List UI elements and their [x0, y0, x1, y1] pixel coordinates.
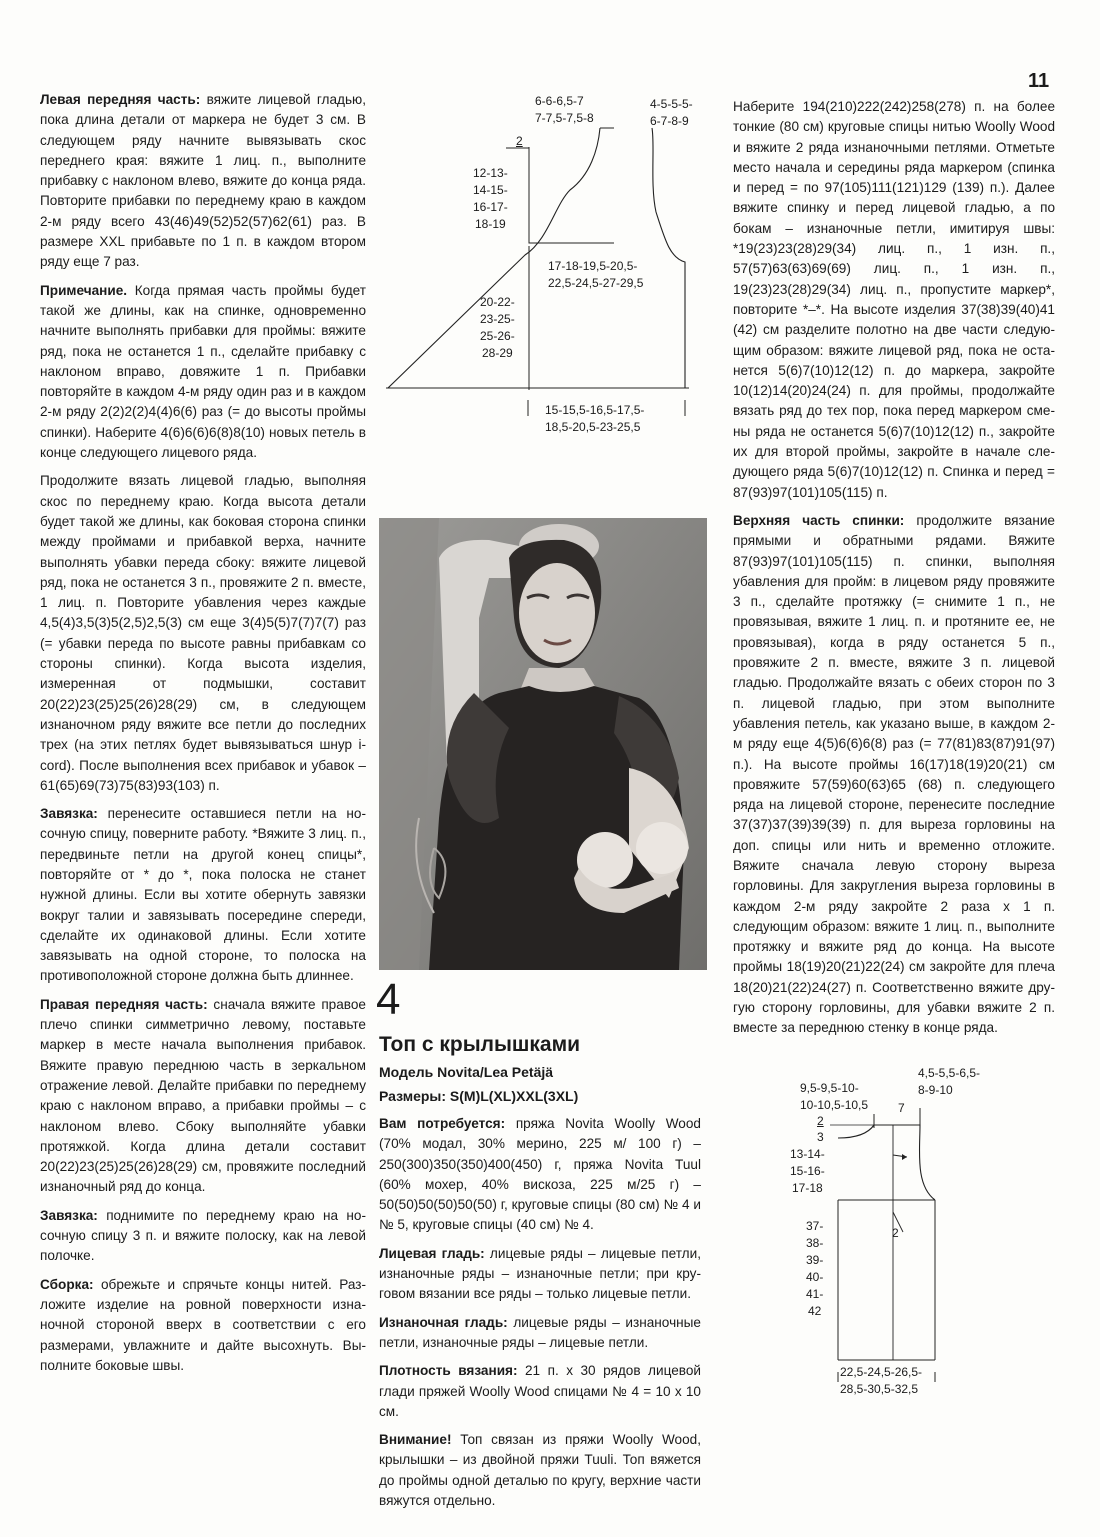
paragraph-heading: Завязка: [40, 1207, 98, 1223]
left-column-paragraph [40, 1206, 366, 1267]
front-piece-outline [380, 90, 710, 440]
left-column-paragraph [40, 471, 366, 796]
back-left-lower-label: 37- 38- 39- 40- 41- 42 [806, 1219, 824, 1318]
paragraph-body: Наберите 194(210)222(242)258(278) п. на более тонкие (80 см) круговые спицы нитью Woolly Wood и вяжите 2 ряда изнаночными петлями. Отметьте место начала и середины ряда маркером (спинка и перед = по 97(105)111(121)129 (139) п.). Далее вяжите спинку и перед лицевой гладью, а по бокам – изнаночные петли, имитируя швы: *19(23)23(28)29(34) лиц. п., 1 изн. п., 57(57)63(63)69(69) лиц. п., 1 изн. п., 19(23)23(28)29(34) лиц. п., пропустите маркер*, повторите *–*. На высоте изделия 37(38)39(40)41 (42) см разделите полотно на две части следующим образом: вяжите лицевой ряд, пока не останется 5(6)7(10)12(12) п. до маркера, закройте 10(12)14(20)24(24) п. для проймы, продолжайте вязать ряд до тех пор, пока перед маркером смены ряда не останется 5(6)7(10)12(12) п., закройте их для второй проймы, закройте в начале следующего ряда 5(6)7(10)12(12) п. Спинка и перед = 87(93)97(101)105(115) п. [733, 99, 1055, 500]
back-top-left-label: 9,5-9,5-10- 10-10,5-10,5 [800, 1081, 869, 1112]
back-two-b-label: 2 [892, 1226, 899, 1240]
back-left-upper-label: 13-14- 15-16- 17-18 [790, 1147, 825, 1195]
left-column-paragraph [40, 90, 366, 273]
page-number: 11 [1028, 70, 1050, 92]
back-seven-label: 7 [898, 1101, 905, 1115]
middle-column-paragraph [379, 1361, 701, 1422]
paragraph-body: поднимите по переднему краю на носочную спицу 3 п. и вяжите полоску, как на левой полочке. [40, 1207, 366, 1264]
paragraph-heading: Примечание. [40, 282, 128, 298]
model-photo-illustration [379, 518, 707, 970]
paragraph-heading: Лицевая гладь: [379, 1245, 485, 1261]
right-column-paragraph [733, 97, 1055, 503]
paragraph-body: Когда прямая часть проймы будет такой же длины, как на спинке, одновременно начните выполнять прибавки для проймы: вяжите ряд, пока не останется 1 п., сделайте прибавку с наклоном вправо, довяжите 1 п. Прибавки повторяйте в каждом 4-м ряду один раз и в каждом 2-м ряду 2(2)2(2)4(4)6(6) раз (= до высоты проймы спинки). Наберите 4(6)6(6)6(8)8(10) новых петель в конце следующего лицевого ряда. [40, 282, 366, 461]
middle-column-paragraph [379, 1313, 701, 1354]
front-left-upper-label: 12-13- 14-15- 16-17- 18-19 [473, 166, 508, 231]
paragraph-body: 21 п. х 30 рядов лицевой глади пряжей Woolly Wood спицами № 4 = 10 х 10 см. [379, 1363, 701, 1419]
middle-column-paragraph [379, 1114, 701, 1236]
front-left-lower-label: 20-22- 23-25- 25-26- 28-29 [480, 295, 515, 360]
front-marker-label: 2 [516, 134, 523, 148]
middle-column-paragraph [379, 1430, 701, 1511]
front-top-right-label: 4-5-5-5- 6-7-8-9 [650, 97, 693, 128]
paragraph-heading: Изнаночная гладь: [379, 1314, 508, 1330]
back-piece-schematic [770, 1060, 1010, 1396]
paragraph-heading: Плотность вязания: [379, 1363, 518, 1379]
paragraph-body: обрежьте и спрячьте концы нитей. Разложите изделие на ровной поверхности изнаночной стороной вверх в соответствии с его размерами, увлажните и дайте высохнуть. Выполните боковые швы. [40, 1276, 366, 1373]
front-bottom-label: 15-15,5-16,5-17,5- 18,5-20,5-23-25,5 [545, 403, 645, 434]
pattern-title: Топ с крылышками [379, 1033, 581, 1056]
paragraph-heading: Левая передняя часть: [40, 92, 201, 107]
paragraph-heading: Вам потребуется: [379, 1116, 506, 1131]
pattern-sizes: Размеры: S(M)L(XL)XXL(3XL) [379, 1088, 579, 1104]
paragraph-body: лицевые ряды – лицевые петли, изнаночные ряды – изнаночные петли; при круговом вязании все ряды – только лицевые петли. [379, 1245, 701, 1302]
right-column-paragraph [733, 511, 1055, 1039]
left-column-paragraph [40, 995, 366, 1198]
back-bottom-label: 22,5-24,5-26,5- 28,5-30,5-32,5 [840, 1365, 923, 1396]
paragraph-heading: Внимание! [379, 1432, 452, 1448]
front-piece-schematic [380, 90, 710, 440]
paragraph-body: сначала вяжите правое плечо спинки симметрично левому, поставьте маркер в месте начала выполнения прибавок. Вяжите правую переднюю часть в зеркальном отражение левой. Делайте прибавки по переднему краю с наклоном вправо, а прибавки проймы – с наклоном влево. Сбоку выполняйте убавки протяжкой. Когда длина детали составит 20(22)23(25)25(26)28(29) см, провяжите последний изнаночный ряд до конца. [40, 996, 366, 1195]
right-column [733, 97, 1055, 1047]
paragraph-heading: Правая передняя часть: [40, 996, 208, 1012]
middle-column-paragraph [379, 1244, 701, 1305]
front-top-left-label: 6-6-6,5-7 7-7,5-7,5-8 [535, 94, 594, 125]
paragraph-heading: Завязка: [40, 806, 98, 822]
paragraph-body: продолжите вязание прямыми и обратными рядами. Вяжите 87(93)97(101)105(115) п. спинки, выполняя убавления для пройм: в лицевом ряду провяжите 3 п., сделайте протяжку (= снимите 1 п., не провязывая, вяжите 1 лиц. п. и протяните ее, не провязывая), когда в ряду останется 5 п., провяжите 2 п. вместе, вяжите 3 п. лицевой гладью. Продолжайте вязать с обеих сторон по 3 п. лицевой гладью, при этом выполните убавления петель, как указано выше, в каждом 2-м ряду еще 4(5)6(6)6(8) раз (= 77(81)83(87)91(97) п.). На высоте проймы 16(17)18(19)20(21) см провяжите 57(59)60(63)65 (68) п. следующего ряда на лицевой стороне, перенесите последние 37(37)37(39)39(39) п. для выреза горловины на доп. спицы или нить и временно отложите. Вяжите сначала левую сторону выреза горловины. Для закругления выреза горловины в каждом 2-м ряду закройте 2 раза х 1 п. следующим образом: вяжите 1 лиц. п., выполните протяжку и вяжите ряд до конца. На высоте проймы 18(19)20(21)22(24) см закройте для плеча 18(20)21(22)24(27) п. Соответственно вяжите другую сторону горловины, для убавки вяжите 2 п. вместе за переднюю стенку в конце ряда. [733, 512, 1055, 1036]
model-photo [379, 518, 707, 970]
paragraph-body: Топ связан из пряжи Woolly Wood, крылышки – из двойной пряжи Tuuli. Топ вяжется до проймы одной деталью по кругу, верхние части вяжутся отдельно. [379, 1432, 701, 1509]
back-two-a-label: 2 [817, 1114, 824, 1128]
left-column-paragraph [40, 281, 366, 464]
left-column-paragraph [40, 1275, 366, 1376]
pattern-number: 4 [376, 975, 401, 1024]
left-column [40, 90, 366, 1384]
back-three-label: 3 [817, 1130, 824, 1144]
paragraph-heading: Верхняя часть спинки: [733, 512, 905, 528]
left-column-paragraph [40, 804, 366, 987]
middle-column [379, 1114, 701, 1519]
paragraph-body: лицевые ряды – изнаночные петли, изнаночные ряды – лицевые петли. [379, 1314, 701, 1350]
paragraph-heading: Сборка: [40, 1276, 94, 1292]
paragraph-body: перенесите оставшиеся петли на носочную спицу, поверните работу. *Вяжите 3 лиц. п., передвиньте петли на другой конец спицы*, повторяйте от * до *, пока полоска не станет нужной длины. Если вы хотите обернуть завязки вокруг талии и завязывать посередине спереди, сделайте их одинаковой длины. Если хотите завязывать на одной стороне, то полоска на противоположной стороне должна быть длиннее. [40, 806, 367, 984]
paragraph-body: пряжа Novita Woolly Wood (70% модал, 30% мерино, 225 м/ 100 г) – 250(300)350(350)400(450) г, пряжа Novita Tuul (60% мохер, 40% вискоза, 225 м/25 г) – 50(50)50(50)50(50) г, круговые спицы (80 см) № 4 и № 5, круговые спицы (40 см) № 4. [379, 1116, 701, 1233]
paragraph-body: вяжите лицевой гладью, пока длина детали от маркера не будет 3 см. В следующем ряду начните вывязывать скос переднего края: вяжите 1 лиц. п., выполните прибавку с наклоном влево, вяжите до конца ряда. Повторите прибавки по переднему краю в каждом 2-м ряду всего 43(46)49(52)52(57)62(61) раз. В размере XXL прибавьте по 1 п. в каждом втором ряду еще 7 раз. [40, 92, 367, 270]
paragraph-body: Продолжите вязать лицевой гладью, выполняя скос по переднему краю. Когда высота детали будет такой же длины, как боковая сторона спинки между проймами и прибавкой верха, начните выполнять убавки переда сбоку: вяжите лицевой ряд, пока не останется 3 п., провяжите 2 п. вместе, 1 лиц. п. Повторите убавления через каждые 4,5(4)3,5(3)5(2,5)2,5(3) см еще 3(4)5(5)7(7)7(7) раз (= убавки переда по высоте равны прибавкам со стороны спинки). Когда высота изделия, измеренная от подмышки, составит 20(22)23(25)25(26)28(29) см, в следующем изнаночном ряду вяжите все петли до последних трех (на этих петлях будет вывязываться шнур i-cord). После выполнения всех прибавок и убавок – 61(65)69(73)75(83)93(103) п. [40, 473, 366, 793]
back-top-right-label: 4,5-5,5-6,5- 8-9-10 [918, 1066, 981, 1097]
front-middle-label: 17-18-19,5-20,5- 22,5-24,5-27-29,5 [548, 259, 644, 290]
pattern-model: Модель Novita/Lea Petäjä [379, 1064, 554, 1080]
